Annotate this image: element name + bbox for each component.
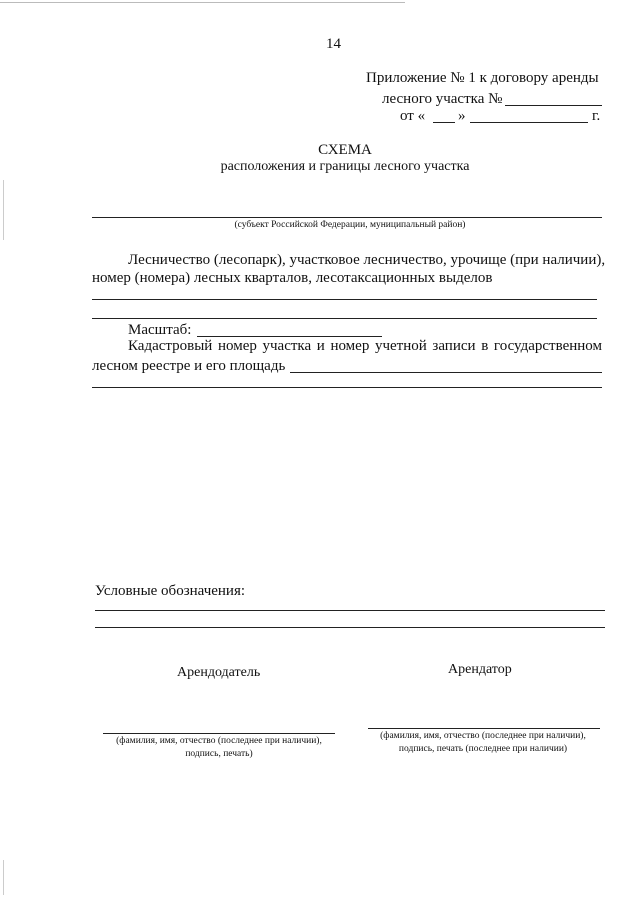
date-year-suffix: г.	[592, 108, 601, 124]
contract-number-blank	[505, 105, 602, 106]
contract-number-label: лесного участка №	[382, 91, 503, 107]
scheme-heading: СХЕМА	[318, 142, 372, 158]
cadastral-area-blank	[290, 372, 602, 373]
legend-blank-1	[95, 610, 605, 611]
scale-label: Масштаб:	[128, 322, 192, 338]
subject-caption: (субъект Российской Федерации, муниципальный район)	[234, 220, 466, 230]
lessor-caption-line2: подпись, печать)	[185, 749, 253, 759]
lessee-caption-line2: подпись, печать (последнее при наличии)	[398, 744, 568, 754]
page-number: 14	[326, 36, 341, 52]
date-month-year-blank	[470, 122, 588, 123]
forestry-text-line2: номер (номера) лесных кварталов, лесотаксационных выделов	[92, 270, 493, 286]
cadastral-text-line2: лесном реестре и его площадь	[92, 358, 286, 374]
legend-label: Условные обозначения:	[95, 583, 246, 599]
lessee-caption-line1: (фамилия, имя, отчество (последнее при наличии),	[380, 731, 586, 741]
scan-edge-left	[3, 180, 4, 240]
scan-edge-top	[0, 2, 405, 3]
cadastral-blank-2	[92, 387, 602, 388]
date-prefix: от «	[400, 108, 426, 124]
lessor-title: Арендодатель	[177, 665, 261, 680]
appendix-title: Приложение № 1 к договору аренды	[366, 70, 599, 86]
scan-edge-left-bottom	[3, 860, 4, 895]
subject-blank	[92, 217, 602, 218]
date-day-blank	[433, 122, 455, 123]
scheme-subheading: расположения и границы лесного участка	[220, 159, 470, 174]
lessee-title: Арендатор	[448, 662, 512, 677]
scale-blank	[197, 336, 382, 337]
cadastral-text-line1: Кадастровый номер участка и номер учетной записи в государственном	[128, 338, 602, 354]
forestry-text-line1: Лесничество (лесопарк), участковое лесничество, урочище (при наличии),	[128, 252, 606, 268]
forestry-blank-2	[92, 318, 597, 319]
date-quote-close: »	[458, 108, 466, 124]
lessor-signature-blank	[103, 733, 335, 734]
legend-blank-2	[95, 627, 605, 628]
lessee-signature-blank	[368, 728, 600, 729]
forestry-blank-1	[92, 299, 597, 300]
lessor-caption-line1: (фамилия, имя, отчество (последнее при наличии),	[116, 736, 322, 746]
